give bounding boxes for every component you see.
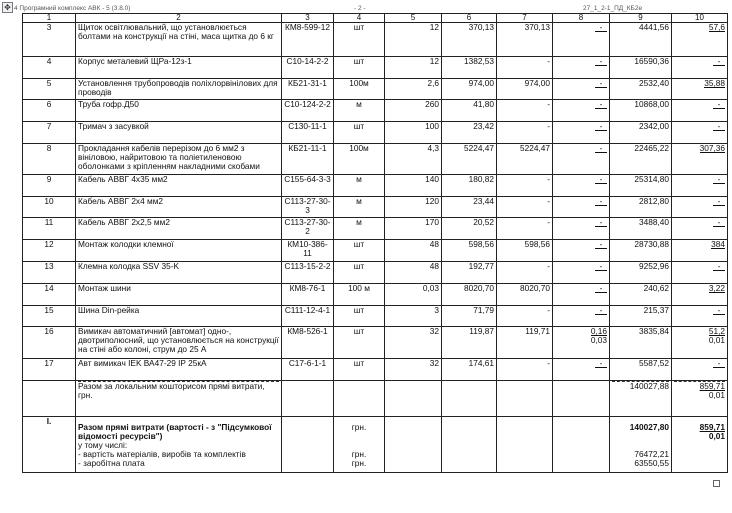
item-name: Кабель АВВГ 4х35 мм2 <box>76 175 282 197</box>
unit-price: 598,56 <box>442 240 497 262</box>
quantity: 120 <box>385 197 442 218</box>
unit: 100 м <box>334 284 385 306</box>
column-number: 3 <box>282 14 334 23</box>
machine-cost-cell <box>553 327 610 359</box>
norm-code: С155-64-3-3 <box>282 175 334 197</box>
machine-cost-cell <box>553 122 610 144</box>
empty-cell <box>282 381 334 417</box>
norm-code: КБ21-11-1 <box>282 144 334 175</box>
total-cost: 9252,96 <box>610 262 672 284</box>
quantity: 32 <box>385 359 442 381</box>
machine-cost-cell <box>553 23 610 57</box>
local-total-label <box>76 381 282 417</box>
labor-total-cell <box>672 23 728 57</box>
unit-price: 23,42 <box>442 122 497 144</box>
machine-cost: - <box>595 79 607 88</box>
row-number: 8 <box>23 144 76 175</box>
wage-price: - <box>497 197 553 218</box>
unit-price: 192,77 <box>442 262 497 284</box>
wage-price: - <box>497 306 553 327</box>
norm-code: КБ21-31-1 <box>282 79 334 100</box>
machine-cost: - <box>595 100 607 109</box>
empty-cell <box>553 417 610 473</box>
labor-total-cell <box>672 262 728 284</box>
unit-price: 41,80 <box>442 100 497 122</box>
table-row <box>23 23 728 57</box>
empty-cell <box>497 381 553 417</box>
local-total-text: Разом за локальним кошторисом прямі витрати, грн. <box>78 381 279 400</box>
norm-code: С113-15-2-2 <box>282 262 334 284</box>
local-total-labor-value: 859,71 <box>699 381 725 391</box>
labor-total: 57,6 <box>708 22 725 32</box>
total-cost: 5587,52 <box>610 359 672 381</box>
labor-total: - <box>713 175 725 184</box>
summary-title: Разом прямі витрати (вартості - з "Підсумкової відомості ресурсів") <box>78 422 272 441</box>
row-number: 15 <box>23 306 76 327</box>
item-name: Вимикач автоматичний [автомат] одно-, двотриполюсний, що установлюється на конструкції на стіні або колоні, струм до 25 А <box>76 327 282 359</box>
header-app-name: 4 Програмний комплекс АВК - 5 (3.8.0) <box>14 5 131 12</box>
summary-total: 140027,80 <box>629 422 669 432</box>
row-number: 10 <box>23 197 76 218</box>
table-row <box>23 175 728 197</box>
machine-cost: - <box>595 175 607 184</box>
table-row <box>23 240 728 262</box>
norm-code: С130-11-1 <box>282 122 334 144</box>
table-row <box>23 262 728 284</box>
unit-price: 370,13 <box>442 23 497 57</box>
labor-total-cell <box>672 100 728 122</box>
unit: шт <box>334 122 385 144</box>
total-cost: 2532,40 <box>610 79 672 100</box>
machine-cost-cell <box>553 240 610 262</box>
item-name: Клемна колодка SSV 35-K <box>76 262 282 284</box>
labor-total: - <box>713 262 725 271</box>
machine-cost-cell <box>553 79 610 100</box>
machine-cost: - <box>595 284 607 293</box>
machine-cost-cell <box>553 144 610 175</box>
row-number: 11 <box>23 218 76 240</box>
item-name: Кабель АВВГ 2х4 мм2 <box>76 197 282 218</box>
labor-total-cell <box>672 240 728 262</box>
table-row <box>23 122 728 144</box>
table-row <box>23 79 728 100</box>
labor-total: 51,2 <box>708 326 725 336</box>
machine-cost: - <box>595 197 607 206</box>
wage-price: 974,00 <box>497 79 553 100</box>
table-row <box>23 144 728 175</box>
wage-price: - <box>497 175 553 197</box>
labor-total-cell <box>672 144 728 175</box>
machine-cost: - <box>595 218 607 227</box>
summary-materials-unit: грн. <box>351 449 367 459</box>
column-number: 6 <box>442 14 497 23</box>
column-number-row <box>23 14 728 23</box>
column-number: 8 <box>553 14 610 23</box>
quantity: 2,6 <box>385 79 442 100</box>
unit: шт <box>334 359 385 381</box>
summary-unit-cell <box>334 417 385 473</box>
wage-price: 8020,70 <box>497 284 553 306</box>
total-cost: 10868,00 <box>610 100 672 122</box>
empty-cell <box>442 381 497 417</box>
header-page-number: - 2 - <box>354 5 366 12</box>
table-row <box>23 197 728 218</box>
labor-total-extra: 0,01 <box>708 335 725 345</box>
column-number: 5 <box>385 14 442 23</box>
machine-cost: - <box>595 240 607 249</box>
summary-wage-value: 63550,55 <box>634 458 669 468</box>
norm-code: С113-27-30-3 <box>282 197 334 218</box>
local-total-value <box>610 381 672 417</box>
labor-total: - <box>713 122 725 131</box>
summary-wage-unit: грн. <box>351 458 367 468</box>
machine-cost-cell <box>553 57 610 79</box>
quantity: 4,3 <box>385 144 442 175</box>
labor-total: - <box>713 306 725 315</box>
estimate-table <box>22 13 728 473</box>
item-name: Монтаж шини <box>76 284 282 306</box>
total-cost: 25314,80 <box>610 175 672 197</box>
summary-materials-value: 76472,21 <box>634 449 669 459</box>
item-name: Монтаж колодки клемної <box>76 240 282 262</box>
quantity: 3 <box>385 306 442 327</box>
total-cost: 3488,40 <box>610 218 672 240</box>
local-total-labor <box>672 381 728 417</box>
column-number: 1 <box>23 14 76 23</box>
quantity: 0,03 <box>385 284 442 306</box>
wage-price: - <box>497 122 553 144</box>
wage-price: 598,56 <box>497 240 553 262</box>
column-number: 9 <box>610 14 672 23</box>
local-total-amount: 140027,88 <box>612 381 669 391</box>
machine-cost: 0,16 <box>590 326 607 336</box>
labor-total: - <box>713 57 725 66</box>
total-cost: 2812,80 <box>610 197 672 218</box>
table-resize-handle[interactable] <box>713 480 720 487</box>
summary-number-text: I. <box>46 416 52 426</box>
labor-total: - <box>713 197 725 206</box>
row-number: 9 <box>23 175 76 197</box>
machine-cost: - <box>595 23 607 32</box>
total-cost: 3835,84 <box>610 327 672 359</box>
unit-price: 23,44 <box>442 197 497 218</box>
labor-total: 3,22 <box>708 283 725 293</box>
empty-cell <box>385 417 442 473</box>
quantity: 140 <box>385 175 442 197</box>
total-cost: 240,62 <box>610 284 672 306</box>
labor-total: 307,36 <box>699 143 725 153</box>
row-number: 7 <box>23 122 76 144</box>
wage-price: 370,13 <box>497 23 553 57</box>
item-name: Авт вимикач IEK ВА47-29 IP 25кА <box>76 359 282 381</box>
row-number: 3 <box>23 23 76 57</box>
unit: м <box>334 218 385 240</box>
machine-cost-cell <box>553 197 610 218</box>
quantity: 170 <box>385 218 442 240</box>
wage-price: - <box>497 218 553 240</box>
summary-unit: грн. <box>351 422 367 432</box>
summary-row <box>23 417 728 473</box>
labor-total-cell <box>672 327 728 359</box>
item-name: Кабель АВВГ 2х2,5 мм2 <box>76 218 282 240</box>
column-number: 7 <box>497 14 553 23</box>
header-doc-code: 27_1_2-1_ПД_КБ2е <box>583 5 643 12</box>
column-number: 10 <box>672 14 728 23</box>
item-name: Шина Din-рейка <box>76 306 282 327</box>
machine-cost-cell <box>553 359 610 381</box>
unit: 100м <box>334 144 385 175</box>
wage-price: - <box>497 100 553 122</box>
labor-total: - <box>713 100 725 109</box>
labor-total-cell <box>672 79 728 100</box>
wage-price: - <box>497 359 553 381</box>
local-total-row <box>23 381 728 417</box>
item-name: Труба гофр.Д50 <box>76 100 282 122</box>
item-name: Прокладання кабелів перерізом до 6 мм2 з вініловою, найритовою та поліетиленовою оболонками з кріпленням накладними скобами <box>76 144 282 175</box>
row-number: 16 <box>23 327 76 359</box>
empty-cell <box>385 381 442 417</box>
unit-price: 174,61 <box>442 359 497 381</box>
machine-cost: - <box>595 122 607 131</box>
row-number: 5 <box>23 79 76 100</box>
unit: шт <box>334 327 385 359</box>
estimate-table-body <box>23 14 728 473</box>
table-row <box>23 100 728 122</box>
table-row <box>23 218 728 240</box>
unit: шт <box>334 240 385 262</box>
unit: м <box>334 175 385 197</box>
labor-total-cell <box>672 359 728 381</box>
column-number: 4 <box>334 14 385 23</box>
machine-cost-cell <box>553 100 610 122</box>
quantity: 48 <box>385 240 442 262</box>
norm-code: С17-6-1-1 <box>282 359 334 381</box>
labor-total-cell <box>672 218 728 240</box>
item-name: Щиток освітлювальний, що установлюється болтами на конструкції на стіні, маса щитка до 6 кг <box>76 23 282 57</box>
summary-materials-label: - вартість матеріалів, виробів та комплектів <box>78 449 246 459</box>
wage-price: 119,71 <box>497 327 553 359</box>
wage-price: 5224,47 <box>497 144 553 175</box>
machine-cost-cell <box>553 262 610 284</box>
norm-code: С111-12-4-1 <box>282 306 334 327</box>
norm-code: С10-124-2-2 <box>282 100 334 122</box>
norm-code: КМ8-599-12 <box>282 23 334 57</box>
labor-total: - <box>713 218 725 227</box>
norm-code: КМ8-526-1 <box>282 327 334 359</box>
unit: м <box>334 197 385 218</box>
unit: шт <box>334 23 385 57</box>
quantity: 12 <box>385 57 442 79</box>
quantity: 100 <box>385 122 442 144</box>
unit: шт <box>334 262 385 284</box>
row-number: 12 <box>23 240 76 262</box>
unit-price: 180,82 <box>442 175 497 197</box>
empty-cell <box>334 381 385 417</box>
labor-total-cell <box>672 122 728 144</box>
machine-cost: - <box>595 144 607 153</box>
quantity: 260 <box>385 100 442 122</box>
empty-cell <box>497 417 553 473</box>
table-move-handle-icon[interactable]: ✥ <box>2 2 13 13</box>
table-row <box>23 327 728 359</box>
summary-including: у тому числі: <box>78 440 128 450</box>
empty-cell <box>553 381 610 417</box>
summary-labor-cell <box>672 417 728 473</box>
empty-cell <box>282 417 334 473</box>
summary-wage-label: - заробітна плата <box>78 458 145 468</box>
labor-total-cell <box>672 175 728 197</box>
total-cost: 16590,36 <box>610 57 672 79</box>
unit-price: 5224,47 <box>442 144 497 175</box>
column-number: 2 <box>76 14 282 23</box>
local-total-labor-extra: 0,01 <box>708 390 725 400</box>
labor-total-cell <box>672 57 728 79</box>
machine-cost-extra: 0,03 <box>590 335 607 345</box>
summary-labor-extra: 0,01 <box>708 431 725 441</box>
empty-cell <box>23 381 76 417</box>
machine-cost: - <box>595 359 607 368</box>
table-row <box>23 57 728 79</box>
unit-price: 71,79 <box>442 306 497 327</box>
machine-cost-cell <box>553 175 610 197</box>
table-row <box>23 306 728 327</box>
wage-price: - <box>497 57 553 79</box>
table-row <box>23 284 728 306</box>
norm-code: КМ8-76-1 <box>282 284 334 306</box>
machine-cost-cell <box>553 306 610 327</box>
item-name: Установлення трубопроводів полiхлорвiнiлових для проводів <box>76 79 282 100</box>
unit-price: 20,52 <box>442 218 497 240</box>
machine-cost: - <box>595 57 607 66</box>
total-cost: 22465,22 <box>610 144 672 175</box>
labor-total-cell <box>672 197 728 218</box>
total-cost: 215,37 <box>610 306 672 327</box>
total-cost: 2342,00 <box>610 122 672 144</box>
item-name: Корпус металевий ЩРа-12з-1 <box>76 57 282 79</box>
machine-cost-cell <box>553 218 610 240</box>
unit: 100м <box>334 79 385 100</box>
labor-total-cell <box>672 284 728 306</box>
wage-price: - <box>497 262 553 284</box>
item-name: Тримач з засувкой <box>76 122 282 144</box>
norm-code: С10-14-2-2 <box>282 57 334 79</box>
unit-price: 8020,70 <box>442 284 497 306</box>
norm-code: КМ10-386-11 <box>282 240 334 262</box>
total-cost: 28730,88 <box>610 240 672 262</box>
labor-total: 35,88 <box>704 78 725 88</box>
unit-price: 119,87 <box>442 327 497 359</box>
row-number: 13 <box>23 262 76 284</box>
quantity: 12 <box>385 23 442 57</box>
unit: м <box>334 100 385 122</box>
summary-labor: 859,71 <box>699 422 725 432</box>
unit-price: 974,00 <box>442 79 497 100</box>
labor-total-cell <box>672 306 728 327</box>
machine-cost: - <box>595 306 607 315</box>
summary-title-cell <box>76 417 282 473</box>
row-number: 17 <box>23 359 76 381</box>
row-number: 4 <box>23 57 76 79</box>
unit: шт <box>334 306 385 327</box>
total-cost: 4441,56 <box>610 23 672 57</box>
labor-total: 384 <box>711 239 725 249</box>
unit-price: 1382,53 <box>442 57 497 79</box>
summary-total-cell <box>610 417 672 473</box>
quantity: 48 <box>385 262 442 284</box>
quantity: 32 <box>385 327 442 359</box>
unit: шт <box>334 57 385 79</box>
empty-cell <box>442 417 497 473</box>
machine-cost-cell <box>553 284 610 306</box>
machine-cost: - <box>595 262 607 271</box>
table-row <box>23 359 728 381</box>
row-number: 6 <box>23 100 76 122</box>
summary-number <box>23 417 76 473</box>
row-number: 14 <box>23 284 76 306</box>
labor-total: - <box>713 359 725 368</box>
norm-code: С113-27-30-2 <box>282 218 334 240</box>
